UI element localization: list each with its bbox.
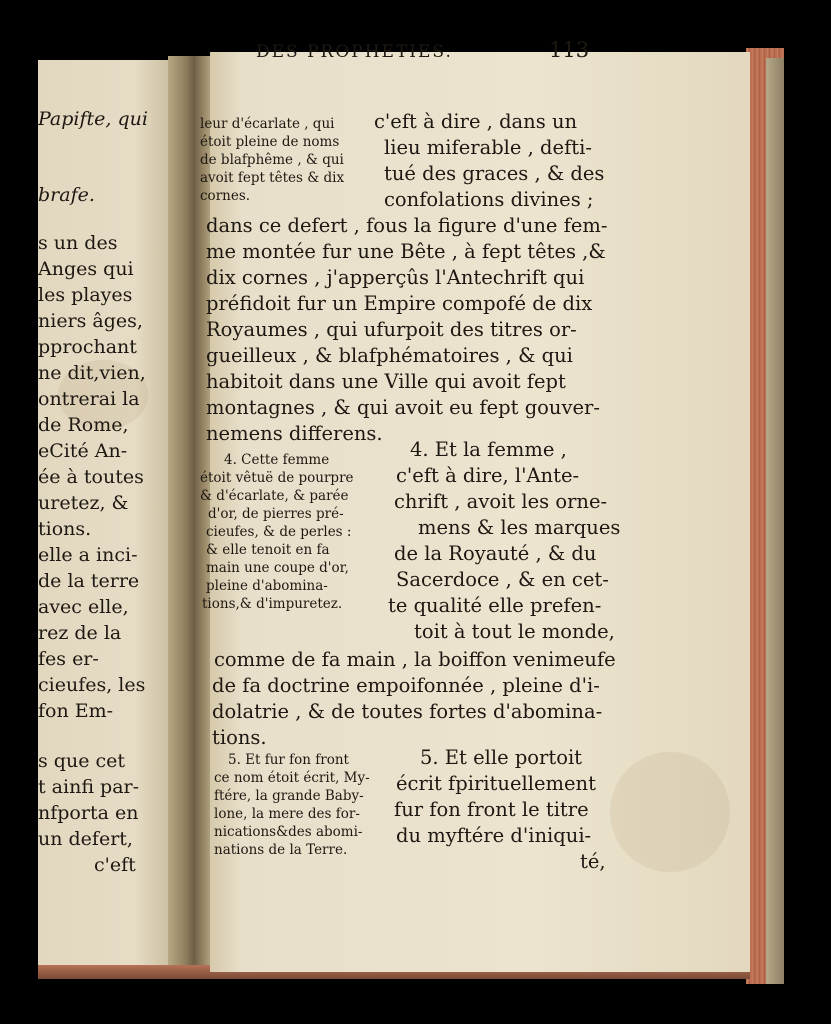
left-line: avec elle, — [38, 596, 129, 618]
body-line: me montée fur une Bête , à fept têtes ,& — [206, 240, 606, 263]
left-line: Anges qui — [38, 258, 134, 280]
left-line: tions. — [38, 518, 92, 540]
body-line: dolatrie , & de toutes fortes d'abomina- — [212, 700, 603, 723]
margin-note-line: leur d'écarlate , qui — [200, 116, 335, 132]
margin-note-line: de blafphême , & qui — [200, 152, 344, 168]
left-line: fon Em- — [38, 700, 114, 722]
body-line: gueilleux , & blafphématoires , & qui — [206, 344, 573, 367]
left-line: ée à toutes — [38, 466, 144, 488]
body-line: toit à tout le monde, — [414, 620, 615, 643]
body-line: écrit fpirituellement — [396, 772, 596, 795]
body-line: 5. Et elle portoit — [420, 746, 583, 769]
margin-note-line: 5. Et fur fon front — [228, 752, 349, 768]
left-line: de la terre — [38, 570, 140, 592]
left-line: de Rome, — [38, 414, 129, 436]
body-line: montagnes , & qui avoit eu fept gouver- — [206, 396, 600, 419]
margin-note-line: pleine d'abomina- — [206, 578, 328, 594]
body-line: 4. Et la femme , — [410, 438, 567, 461]
left-line: t ainfi par- — [38, 776, 140, 798]
left-line: pprochant — [38, 336, 137, 358]
running-header: DES PROPHETIES. — [256, 42, 453, 62]
body-line: comme de fa main , la boiffon venimeufe — [214, 648, 616, 671]
margin-note-line: 4. Cette femme — [224, 452, 330, 468]
body-line: dix cornes , j'apperçûs l'Antechrift qui — [206, 266, 585, 289]
margin-note-line: ce nom étoit écrit, My- — [214, 770, 370, 786]
left-line: niers âges, — [38, 310, 143, 332]
body-line: c'eft à dire , dans un — [374, 110, 578, 133]
body-line: préfidoit fur un Empire compofé de dix — [206, 292, 593, 315]
book-cover-edge — [766, 58, 784, 984]
left-line: cieufes, les — [38, 674, 146, 696]
margin-note-line: étoit vêtuë de pourpre — [200, 470, 354, 486]
left-line: ontrerai la — [38, 388, 140, 410]
body-line: chrift , avoit les orne- — [394, 490, 608, 513]
left-line: un defert, — [38, 828, 133, 850]
body-line: Sacerdoce , & en cet- — [396, 568, 609, 591]
left-line: s que cet — [38, 750, 125, 772]
left-line: ne dit,vien, — [38, 362, 146, 384]
left-line: s un des — [38, 232, 118, 254]
margin-note-line: nations de la Terre. — [214, 842, 348, 858]
body-line: confolations divines ; — [384, 188, 594, 211]
body-line: nemens differens. — [206, 422, 383, 445]
margin-note-line: nications&des abomi- — [214, 824, 363, 840]
body-line: té, — [580, 850, 606, 873]
body-line: fur fon front le titre — [394, 798, 589, 821]
body-line: lieu miferable , defti- — [384, 136, 592, 159]
left-line: elle a inci- — [38, 544, 138, 566]
margin-note-line: & d'écarlate, & parée — [200, 488, 349, 504]
left-line: rez de la — [38, 622, 122, 644]
body-line: de la Royauté , & du — [394, 542, 597, 565]
left-line: brafe. — [38, 184, 95, 206]
margin-note-line: tions,& d'impuretez. — [202, 596, 343, 612]
margin-note-line: avoit fept têtes & dix — [200, 170, 345, 186]
margin-note-line: lone, la mere des for- — [214, 806, 360, 822]
body-line: tué des graces , & des — [384, 162, 605, 185]
left-line: uretez, & — [38, 492, 129, 514]
left-line: nfporta en — [38, 802, 139, 824]
margin-note-line: & elle tenoit en fa — [206, 542, 330, 558]
body-line: habitoit dans une Ville qui avoit fept — [206, 370, 566, 393]
margin-note-line: d'or, de pierres pré- — [208, 506, 344, 522]
left-line: Papifte, qui — [38, 108, 148, 130]
left-line: fes er- — [38, 648, 99, 670]
body-line: c'eft à dire, l'Ante- — [396, 464, 580, 487]
left-page — [38, 60, 176, 965]
body-line: tions. — [212, 726, 267, 749]
margin-note-line: main une coupe d'or, — [206, 560, 349, 576]
body-line: du myftére d'iniqui- — [396, 824, 592, 847]
body-line: dans ce defert , fous la figure d'une fem- — [206, 214, 608, 237]
margin-note-line: cornes. — [200, 188, 251, 204]
body-line: te qualité elle prefen- — [388, 594, 602, 617]
margin-note-line: cieufes, & de perles : — [206, 524, 352, 540]
left-line: c'eft — [94, 854, 136, 876]
margin-note-line: ftére, la grande Baby- — [214, 788, 364, 804]
left-line: les playes — [38, 284, 133, 306]
page-number: 113 — [549, 38, 590, 62]
body-line: Royaumes , qui ufurpoit des titres or- — [206, 318, 577, 341]
margin-note-line: étoit pleine de noms — [200, 134, 340, 150]
body-line: mens & les marques — [418, 516, 621, 539]
body-line: de fa doctrine empoifonnée , pleine d'i- — [212, 674, 600, 697]
left-line: eCité An- — [38, 440, 128, 462]
